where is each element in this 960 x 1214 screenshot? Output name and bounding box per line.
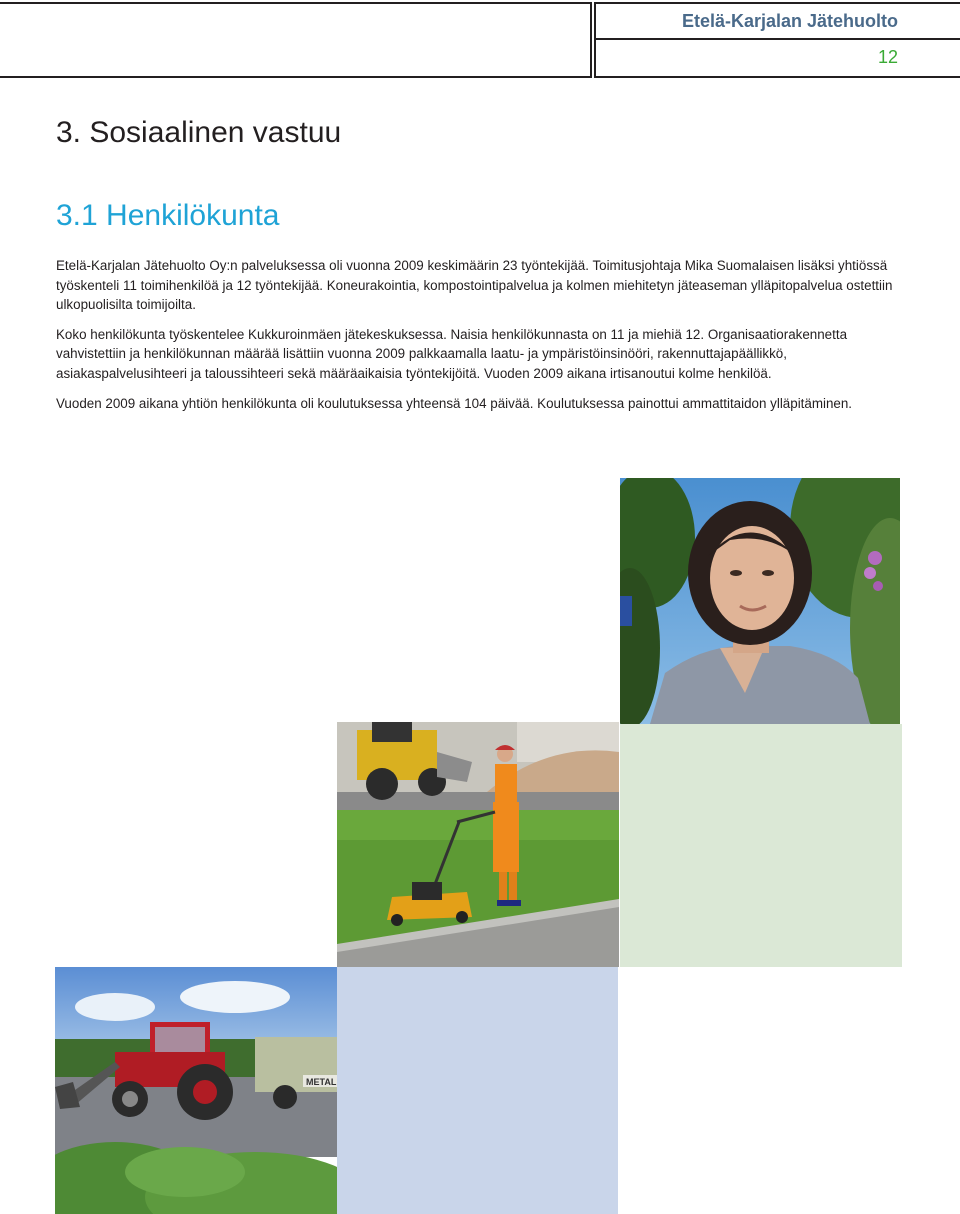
subsection-title: 3.1 Henkilökunta: [56, 199, 280, 232]
paragraph-staff-count: Etelä-Karjalan Jätehuolto Oy:n palveluksessa oli vuonna 2009 keskimäärin 23 työntekijää. Toimitusjohtaja Mika Suomalaisen lisäksi yhtiössä työskenteli 11 toimihenkilöä ja 12 työntekijää. Koneurakointia, kompostointipalvelua ja kolmen miehitetyn jäteaseman ylläpitopalvelua ostettiin ulkopuolisilta toimijoilta.: [56, 258, 893, 313]
body-text: [56, 256, 906, 423]
green-color-block: [620, 724, 902, 967]
trailer-sign-text: METAL: [306, 1077, 337, 1087]
blue-color-block: [337, 967, 618, 1214]
photo-tractor: [55, 967, 337, 1214]
header-company-name: Etelä-Karjalan Jätehuolto: [594, 2, 960, 40]
paragraph-training: Vuoden 2009 aikana yhtiön henkilökunta oli koulutuksessa yhteensä 104 päivää. Koulutuksessa painottui ammattitaidon ylläpitäminen.: [56, 395, 853, 411]
photo-lawn-mowing: [337, 722, 619, 967]
section-title: 3. Sosiaalinen vastuu: [56, 116, 342, 149]
page-number: 12: [594, 38, 960, 78]
paragraph-organisation: Koko henkilökunta työskentelee Kukkuroinmäen jätekeskuksessa. Naisia henkilökunnasta on 11 ja miehiä 12. Organisaatiorakennetta vahvistettiin ja henkilökunnan määrää lisättiin vuonna 2009 palkkaamalla laatu- ja ympäristöinsinööri, rakennuttajapäällikkö, asiakaspalvelusihteeri ja taloussihteeri sekä määräaikaisia työntekijöitä. Vuoden 2009 aikana irtisanoutui kolme henkilöä.: [56, 326, 848, 381]
photo-woman-portrait: [620, 478, 900, 724]
header-left-box: [0, 2, 592, 78]
